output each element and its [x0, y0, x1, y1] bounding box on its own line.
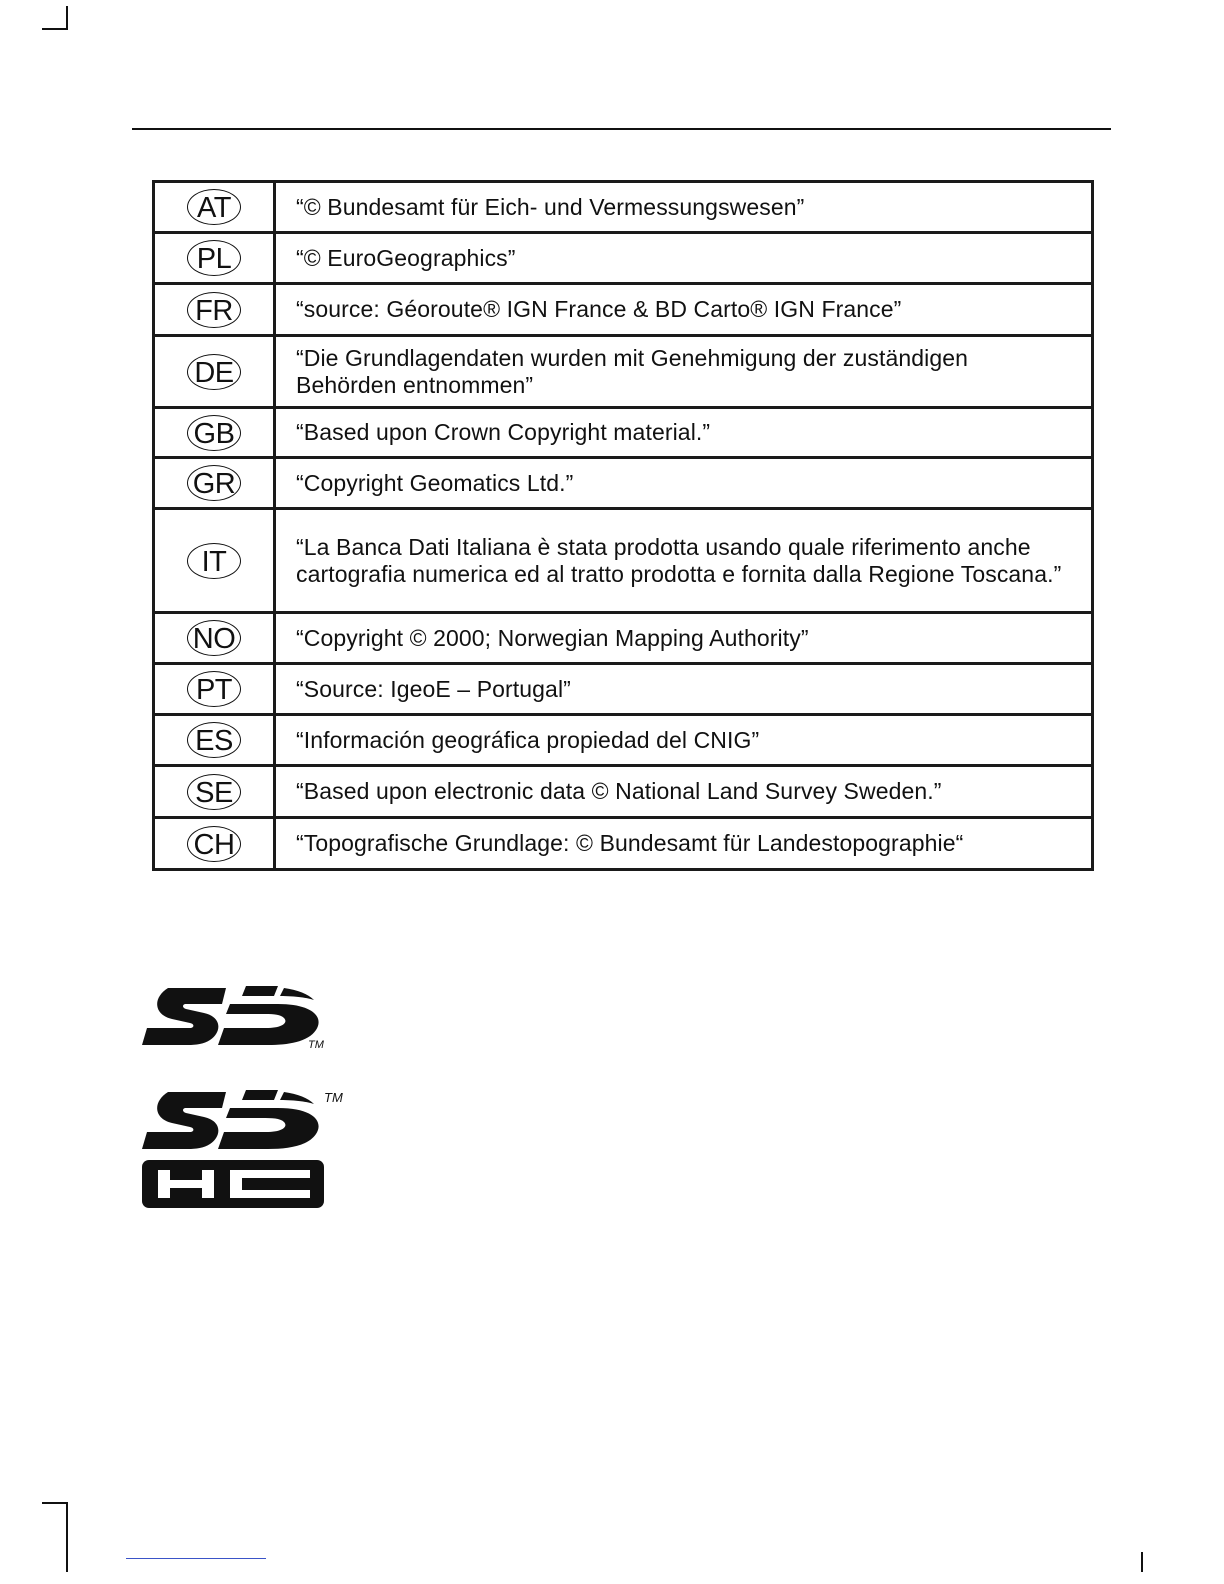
attribution-text: “La Banca Dati Italiana è stata prodotta usando quale riferimento anche cartografia numerica ed al tratto prodotta e fornita dalla Regione Toscana.” — [275, 509, 1093, 613]
attribution-text: “Source: IgeoE – Portugal” — [275, 664, 1093, 715]
country-code-badge: SE — [187, 774, 241, 810]
attribution-text: “© Bundesamt für Eich- und Vermessungswesen” — [275, 182, 1093, 233]
attribution-text: “Topografische Grundlage: © Bundesamt für Landestopographie“ — [275, 818, 1093, 870]
country-code-cell — [154, 818, 275, 870]
country-code-badge: PT — [187, 671, 241, 707]
country-code-badge: ES — [187, 722, 241, 758]
header-rule — [132, 128, 1111, 130]
crop-mark-bottom-left-h — [42, 1502, 68, 1504]
country-code-cell — [154, 182, 275, 233]
table-row — [154, 715, 1093, 766]
country-code-cell — [154, 458, 275, 509]
footer-link-underline — [126, 1558, 266, 1559]
table-row — [154, 509, 1093, 613]
map-data-attribution-table — [152, 180, 1094, 871]
attribution-text: “Die Grundlagendaten wurden mit Genehmigung der zuständigen Behörden entnommen” — [275, 336, 1093, 408]
attribution-text: “Copyright © 2000; Norwegian Mapping Authority” — [275, 613, 1093, 664]
crop-mark-bottom-right-v — [1141, 1552, 1143, 1572]
country-code-badge: IT — [187, 543, 241, 579]
crop-mark-top-left-h — [42, 28, 68, 30]
table-row — [154, 818, 1093, 870]
country-code-badge: AT — [187, 189, 241, 225]
table-row — [154, 458, 1093, 509]
table-row — [154, 613, 1093, 664]
table-row — [154, 766, 1093, 818]
attribution-text: “Copyright Geomatics Ltd.” — [275, 458, 1093, 509]
table-row — [154, 284, 1093, 336]
country-code-badge: GR — [187, 465, 241, 501]
country-code-cell — [154, 664, 275, 715]
country-code-cell — [154, 509, 275, 613]
country-code-badge: GB — [187, 415, 241, 451]
country-code-cell — [154, 408, 275, 458]
table-row — [154, 336, 1093, 408]
table-row — [154, 408, 1093, 458]
country-code-cell — [154, 766, 275, 818]
table-row — [154, 664, 1093, 715]
country-code-badge: FR — [187, 292, 241, 328]
country-code-cell — [154, 233, 275, 284]
sdhc-logo-icon — [138, 1086, 350, 1212]
sdhc-logo-tm: TM — [324, 1090, 343, 1105]
attribution-text: “Información geográfica propiedad del CNIG” — [275, 715, 1093, 766]
attribution-text: “Based upon Crown Copyright material.” — [275, 408, 1093, 458]
country-code-cell — [154, 715, 275, 766]
sd-logo-icon — [138, 982, 338, 1052]
sd-logo-tm: TM — [308, 1039, 324, 1051]
table-row — [154, 233, 1093, 284]
country-code-cell — [154, 613, 275, 664]
attribution-text: “© EuroGeographics” — [275, 233, 1093, 284]
country-code-cell — [154, 336, 275, 408]
country-code-badge: DE — [187, 354, 241, 390]
country-code-badge: PL — [187, 240, 241, 276]
country-code-badge: NO — [187, 620, 241, 656]
country-code-cell — [154, 284, 275, 336]
attribution-text: “Based upon electronic data © National Land Survey Sweden.” — [275, 766, 1093, 818]
crop-mark-top-left-v — [66, 6, 68, 30]
country-code-badge: CH — [187, 826, 241, 862]
crop-mark-bottom-left-v — [66, 1502, 68, 1572]
table-row — [154, 182, 1093, 233]
attribution-text: “source: Géoroute® IGN France & BD Carto® IGN France” — [275, 284, 1093, 336]
